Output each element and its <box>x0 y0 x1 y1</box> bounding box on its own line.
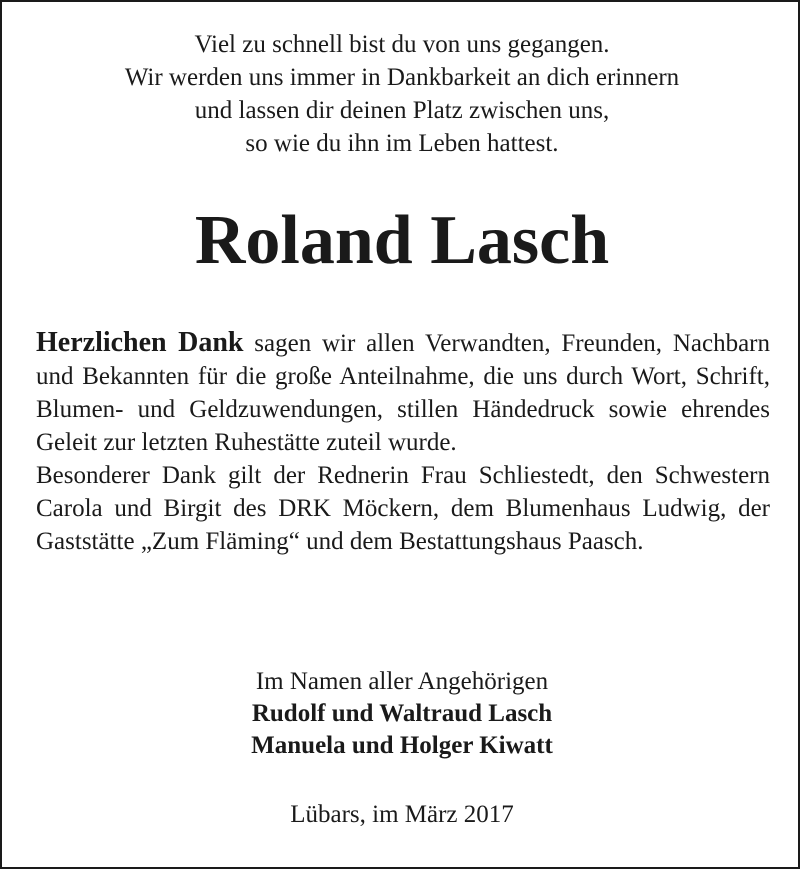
signature-name: Rudolf und Waltraud Lasch <box>251 700 553 727</box>
verse-line: Wir werden uns immer in Dankbarkeit an dich erinnern <box>124 64 680 91</box>
signature-name: Manuela und Holger Kiwatt <box>251 732 553 759</box>
thanks-text <box>36 326 770 558</box>
special-thanks-paragraph: Besonderer Dank gilt der Rednerin Frau Schliestedt, den Schwestern Carola und Birgit des DRK Möckern, dem Blumenhaus Ludwig, der Gaststätte „Zum Fläming“ und dem Bestattungshaus Paasch. <box>36 462 770 555</box>
memorial-verse <box>2 28 800 160</box>
verse-line: so wie du ihn im Leben hattest. <box>245 130 559 157</box>
verse-line: und lassen dir deinen Platz zwischen uns, <box>194 97 610 124</box>
thanks-paragraph-text: sagen wir allen Verwandten, Freunden, Nachbarn und Bekannten für die große Anteilnahme, die uns durch Wort, Schrift, Blumen- und Geldzuwendungen, stillen Händedruck sowie ehrendes Geleit zur letzten Ruhestätte zuteil wurde. <box>36 330 770 456</box>
thanks-paragraph <box>36 326 770 459</box>
thanks-lead: Herzlichen Dank <box>36 327 244 358</box>
verse-line: Viel zu schnell bist du von uns gegangen. <box>194 31 610 58</box>
signature-block <box>2 666 800 762</box>
deceased-name: Roland Lasch <box>194 202 610 279</box>
place-date: Lübars, im März 2017 <box>290 801 514 828</box>
signature-intro: Im Namen aller Angehörigen <box>255 668 549 695</box>
